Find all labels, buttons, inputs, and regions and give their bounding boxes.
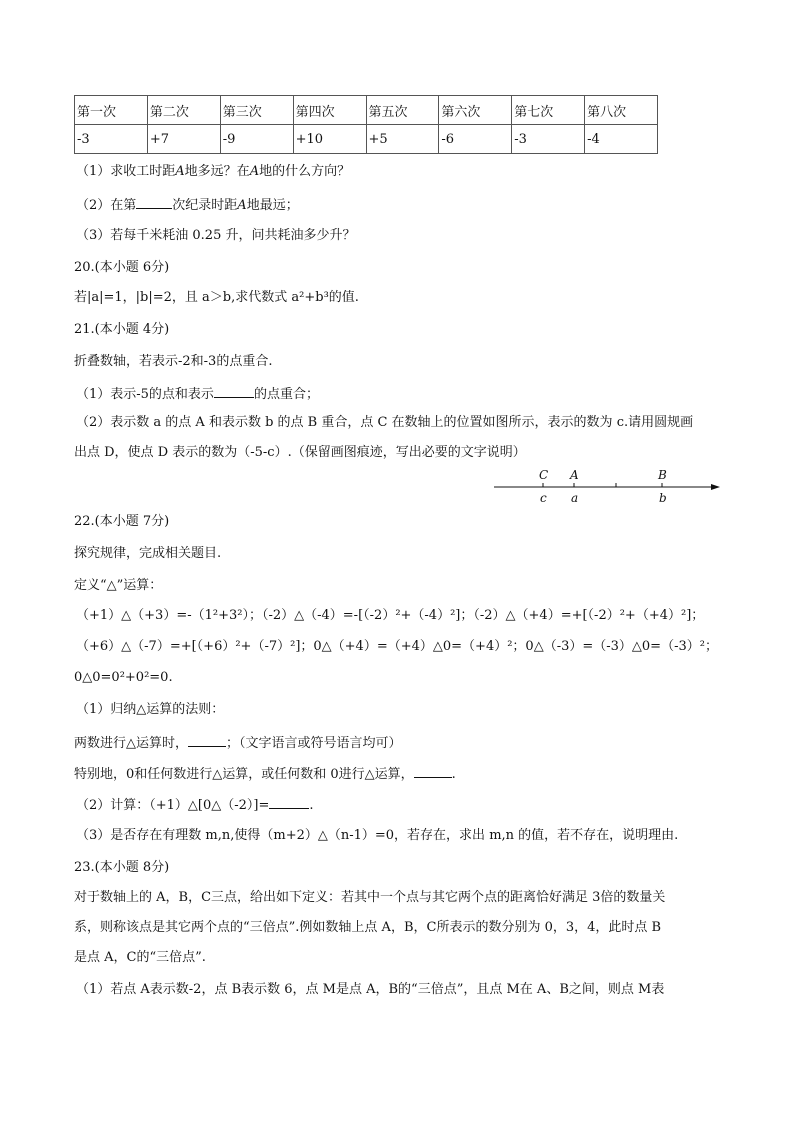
table-cell: +7	[147, 125, 220, 154]
text: （1）表示-5的点和表示	[76, 387, 214, 402]
q22-define: 定义“△”运算：	[74, 578, 163, 593]
text: .	[451, 767, 456, 782]
text: （2）在第	[76, 198, 137, 213]
point-label-b-upper: B	[658, 468, 667, 482]
table-cell: -4	[585, 125, 658, 154]
q19-part1	[76, 163, 350, 181]
text: （2）计算：（+1）△[0△（-2）]=	[76, 798, 270, 813]
text: 两数进行△运算时，	[74, 736, 188, 751]
table-cell: -3	[75, 125, 148, 154]
point-label-b-lower: b	[659, 491, 667, 505]
table-header-cell: 第四次	[293, 96, 366, 125]
q21-part1	[76, 384, 319, 404]
q22-part1: （1）归纳△运算的法则：	[76, 702, 225, 717]
text: 的点重合；	[253, 387, 319, 402]
q20-text: 若|a|=1，|b|=2，且 a＞b,求代数式 a²+b³的值.	[74, 290, 359, 305]
text: 地最远；	[246, 198, 299, 213]
q22-intro: 探究规律，完成相关题目.	[74, 546, 222, 561]
variable: A	[249, 164, 260, 179]
q20-heading: 20.(本小题 6分)	[74, 260, 170, 275]
table-header-row	[75, 96, 658, 125]
text: （1）求收工时距	[76, 164, 176, 179]
text: 次纪录时距	[172, 198, 238, 213]
answer-blank[interactable]	[269, 795, 309, 809]
q23-line2: 系，则称该点是其它两个点的“三倍点”.例如数轴上点 A，B，C所表示的数分别为 0，3，4，此时点 B	[74, 920, 662, 935]
text: .	[309, 798, 314, 813]
q23-heading: 23.(本小题 8分)	[74, 860, 170, 875]
q22-example-1: （+1）△（+3）=-（1²+3²）；（-2）△（-4）=-[（-2）²+（-4）²]；（-2）△（+4）=+[（-2）²+（+4）²]；	[76, 608, 705, 623]
table-header-cell: 第一次	[75, 96, 148, 125]
q19-part2	[76, 195, 299, 215]
variable: A	[237, 198, 247, 213]
q22-example-3: 0△0=0²+0²=0.	[74, 670, 173, 685]
point-label-a-lower: a	[571, 491, 579, 505]
table-cell: +10	[293, 125, 366, 154]
answer-blank[interactable]	[136, 195, 172, 209]
q22-example-2: （+6）△（-7）=+[（+6）²+（-7）²]；0△（+4）=（+4）△0=（+4）²；0△（-3）=（-3）△0=（-3）²；	[76, 639, 718, 654]
point-label-c-lower: c	[540, 491, 547, 505]
q23-line1: 对于数轴上的 A，B，C三点，给出如下定义：若其中一个点与其它两个点的距离恰好满足 3倍的数量关	[74, 890, 666, 905]
q21-intro: 折叠数轴，若表示-2和-3的点重合.	[74, 354, 273, 369]
q22-part1-special	[74, 764, 456, 784]
q21-part2-line2: 出点 D，使点 D 表示的数为（-5-c）.（保留画图痕迹，写出必要的文字说明）	[74, 445, 526, 460]
number-line-figure	[490, 465, 725, 510]
q22-heading: 22.(本小题 7分)	[74, 514, 170, 529]
table-header-cell: 第八次	[585, 96, 658, 125]
table-cell: -6	[439, 125, 512, 154]
table-cell: +5	[366, 125, 439, 154]
text: 地的什么方向？	[259, 164, 351, 179]
table-cell: -9	[220, 125, 293, 154]
table-row	[75, 125, 658, 154]
answer-blank[interactable]	[414, 764, 452, 778]
q22-part2	[76, 795, 314, 815]
variable: A	[175, 164, 185, 179]
table-header-cell: 第六次	[439, 96, 512, 125]
answer-blank[interactable]	[188, 733, 226, 747]
table-cell: -3	[512, 125, 585, 154]
point-label-c-upper: C	[539, 468, 549, 482]
table-header-cell: 第三次	[220, 96, 293, 125]
text: ；（文字语言或符号语言均可）	[226, 736, 402, 751]
table-header-cell: 第七次	[512, 96, 585, 125]
q22-part1-rule	[74, 733, 402, 753]
q22-part3: （3）是否存在有理数 m,n,使得（m+2）△（n-1）=0，若存在，求出 m,n 的值，若不存在，说明理由.	[76, 828, 679, 843]
text: 特别地，0和任何数进行△运算，或任何数和 0进行△运算，	[74, 767, 414, 782]
q19-part3: （3）若每千米耗油 0.25 升，问共耗油多少升？	[76, 228, 356, 243]
q21-heading: 21.(本小题 4分)	[74, 322, 170, 337]
point-label-a-upper: A	[570, 468, 579, 482]
table-header-cell: 第二次	[147, 96, 220, 125]
q21-part2-line1: （2）表示数 a 的点 A 和表示数 b 的点 B 重合，点 C 在数轴上的位置如图所示，表示的数为 c.请用圆规画	[76, 415, 694, 430]
q23-part1: （1）若点 A表示数-2，点 B表示数 6，点 M是点 A，B的“三倍点”，且点 M在 A、B之间，则点 M表	[76, 982, 665, 997]
table-header-cell: 第五次	[366, 96, 439, 125]
text: 地多远？在	[184, 164, 250, 179]
q23-line3: 是点 A，C的“三倍点”.	[74, 950, 206, 965]
distance-record-table	[74, 95, 658, 154]
arrow-head-icon	[711, 484, 720, 490]
answer-blank[interactable]	[214, 384, 254, 398]
